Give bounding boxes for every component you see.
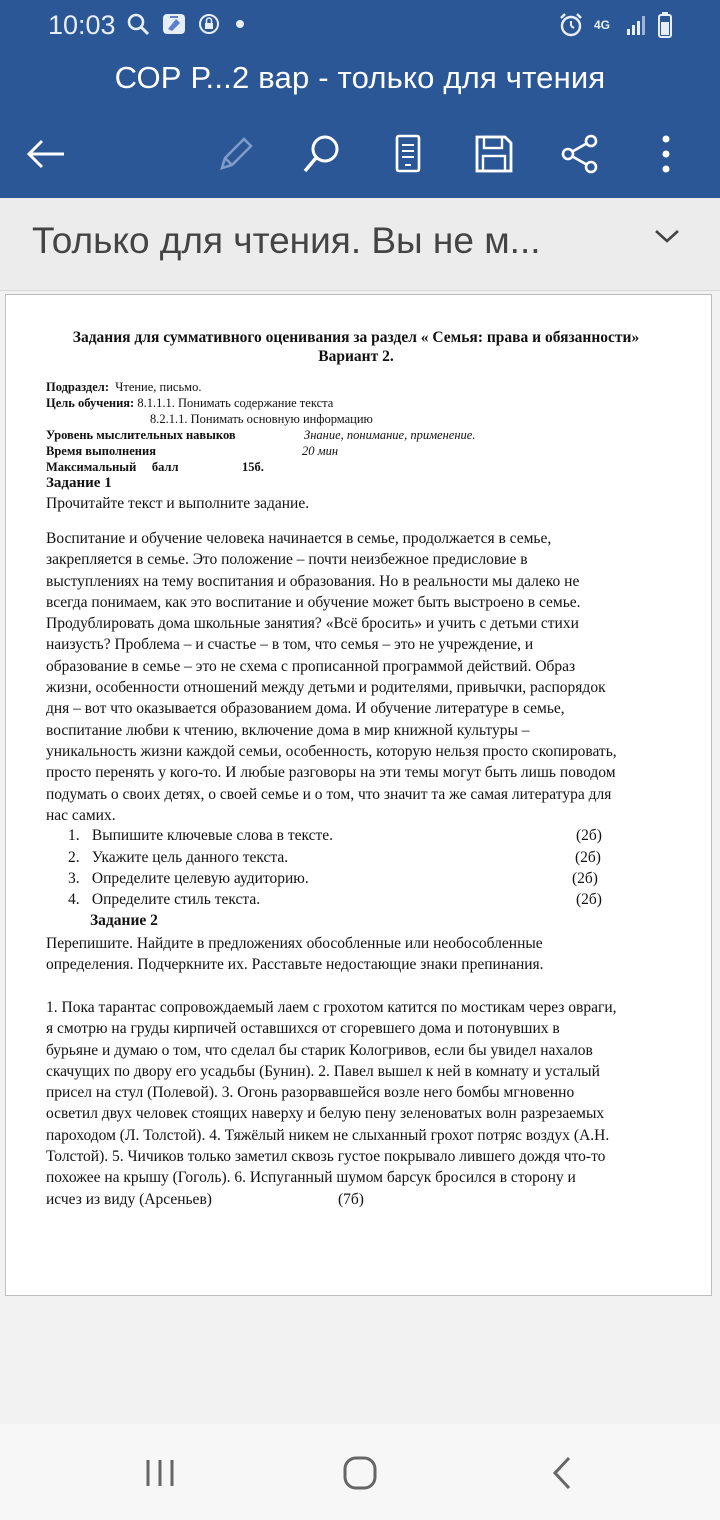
toolbar: [0, 124, 720, 184]
meta-subsection: [46, 379, 201, 395]
paragraph-1-line: Воспитание и обучение человека начинается в семье, продолжается в семье,: [46, 530, 552, 547]
paragraph-1-line: воспитание любви к чтению, включение дома в мир книжной культуры –: [46, 721, 530, 739]
chevron-left-icon: [552, 1456, 572, 1490]
question-4-score: (2б): [576, 891, 602, 908]
paragraph-2: [46, 997, 681, 1210]
question-3-score: (2б): [572, 870, 598, 887]
reading-view-button[interactable]: [378, 124, 438, 184]
save-icon: [474, 134, 514, 174]
question-text: Определите стиль текста.: [91, 891, 261, 908]
question-2: [68, 849, 288, 867]
task1-instruction: Прочитайте текст и выполните задание.: [46, 495, 310, 512]
status-bar: [0, 0, 720, 56]
paragraph-1-line: закрепляется в семье. Это положение – почти неизбежное предисловие в: [46, 551, 528, 569]
paragraph-1-line: Продублировать дома школьные занятия? «Всё бросить» и учить с детьми стихи: [46, 615, 579, 633]
status-left-icons: [126, 12, 248, 36]
system-back-button[interactable]: [532, 1448, 592, 1498]
meta-level-value-wrap: [304, 427, 475, 443]
read-only-banner[interactable]: [0, 198, 720, 291]
paragraph-1-line: подумать о своих детях, о своей семье и о том, что значит та же самая литература для: [46, 785, 612, 803]
paragraph-1-line: уникальность жизни каждой семьи, особенность, которую нельзя просто скопировать,: [46, 742, 617, 760]
meta-time-value: 20 мин: [302, 444, 339, 458]
question-number: 4.: [68, 891, 80, 908]
meta-level-value: Знание, понимание, применение.: [304, 428, 476, 442]
meta-max: [46, 459, 179, 475]
network-type-label: 4G: [594, 18, 611, 32]
question-text: Определите целевую аудиторию.: [91, 870, 309, 887]
question-text: Выпишите ключевые слова в тексте.: [91, 827, 334, 844]
paragraph-2-last-text: исчез из виду (Арсеньев): [46, 1190, 212, 1208]
more-options-button[interactable]: [636, 124, 696, 184]
question-number: 1.: [68, 827, 80, 844]
paragraph-2-last-line: [46, 1189, 681, 1210]
meta-goal-line2: [150, 411, 373, 427]
paragraph-2-line: скачущих по двору его усадьбы (Бунин). 2. Павел вышел к ней в комнату и усталый: [46, 1062, 600, 1080]
chevron-down-icon: [654, 228, 680, 244]
paragraph-2-line: осветил двух человек стоящих наверху и белую пену зеленоватых волн разрезаемых: [46, 1105, 605, 1123]
question-2-score: (2б): [575, 849, 601, 866]
meta-max-value: 15б.: [242, 460, 264, 474]
recent-apps-button[interactable]: [130, 1448, 190, 1498]
recent-apps-icon: [144, 1458, 176, 1488]
status-time: 10:03: [48, 10, 116, 40]
doc-heading-line2: Вариант 2.: [318, 348, 394, 365]
question-number: 3.: [68, 870, 80, 887]
paragraph-2-line: Толстой). 5. Чичиков только заметил сквозь густое покрывало лившего дождя что-то: [46, 1148, 606, 1166]
doc-heading-line1: Задания для суммативного оценивания за раздел « Семья: права и обязанности»: [72, 329, 640, 346]
home-icon: [342, 1455, 378, 1491]
task2-instruction-line: определения. Подчеркните их. Расставьте недостающие знаки препинания.: [46, 956, 544, 974]
paragraph-1-line: просто перенять у кого-то. И любые разговоры на эти темы могут быть лишь поводом: [46, 764, 616, 782]
signal-icon: [626, 14, 648, 36]
paragraph-1-line: всегда понимаем, как это воспитание и обучение может быть выстроено в семье.: [46, 593, 581, 611]
meta-level: [46, 427, 236, 443]
doc-heading: [6, 328, 706, 366]
paragraph-2-line: присел на стул (Полевой). 3. Огонь разорвавшейся возле него бомбы мгновенно: [46, 1084, 575, 1102]
paragraph-1-line: выступлениях на тему воспитания и образования. Но в реальности мы далеко не: [46, 572, 580, 590]
edit-button[interactable]: [206, 124, 266, 184]
find-button[interactable]: [292, 124, 352, 184]
question-number: 2.: [68, 849, 80, 866]
question-3: [68, 870, 309, 888]
paragraph-2-line: пароходом (Л. Толстой). 4. Тяжёлый никем не слыханный грохот потряс воздух (А.Н.: [46, 1126, 610, 1144]
meta-time-label: Время выполнения: [46, 444, 156, 458]
expand-banner-button[interactable]: [654, 228, 680, 249]
home-button[interactable]: [330, 1448, 390, 1498]
search-icon: [126, 12, 150, 36]
paragraph-2-line: 1. Пока тарантас сопровождаемый лаем с грохотом катится по мостикам через овраги,: [46, 999, 617, 1016]
share-icon: [560, 134, 600, 174]
paragraph-1-line: наизусть? Проблема – и счастье – в том, что семья – это не учреждение, и: [46, 636, 534, 654]
paragraph-1-line: дня – вот что оказывается образованием дома. И обучение литературе в семье,: [46, 700, 565, 718]
question-1: [68, 827, 333, 845]
meta-goal-value2: 8.2.1.1. Понимать основную информацию: [150, 412, 373, 426]
meta-max-value-wrap: [242, 459, 264, 475]
app-header: [0, 0, 720, 198]
document-title: СОР Р...2 вар - только для чтения: [114, 60, 606, 95]
meta-max-label: Максимальный балл: [46, 460, 179, 474]
status-right-icons: [558, 12, 672, 38]
lock-icon: [198, 12, 220, 36]
save-button[interactable]: [464, 124, 524, 184]
paragraph-1: [46, 528, 671, 826]
battery-icon: [658, 12, 672, 38]
paragraph-2-score: (7б): [338, 1190, 364, 1208]
document-page[interactable]: [5, 294, 712, 1296]
question-4: [68, 891, 260, 909]
meta-time-value-wrap: [302, 443, 338, 459]
meta-level-label: Уровень мыслительных навыков: [46, 428, 236, 442]
paragraph-1-line: образование в семье – это не схема с прописанной программой действий. Образ: [46, 657, 576, 675]
mobile-view-icon: [393, 134, 423, 174]
task2-instruction: [46, 933, 671, 976]
more-vertical-icon: [660, 134, 672, 174]
paragraph-2-line: бурьяне и думаю о том, что сделал бы старик Кологривов, если бы увидел нахалов: [46, 1041, 593, 1059]
meta-goal-label: Цель обучения:: [46, 396, 135, 410]
notification-dot-icon: [232, 16, 248, 32]
arrow-left-icon: [26, 139, 66, 169]
question-text: Укажите цель данного текста.: [91, 849, 289, 866]
meta-subsection-value: Чтение, письмо.: [115, 380, 202, 394]
paragraph-2-line: похожее на крышу (Гоголь). 6. Испуганный шумом барсук бросился в сторону и: [46, 1169, 576, 1187]
paragraph-1-line: нас самих.: [46, 806, 116, 824]
meta-subsection-label: Подраздел:: [46, 380, 109, 394]
question-1-score: (2б): [576, 827, 602, 844]
back-button[interactable]: [16, 124, 76, 184]
banner-text: Только для чтения. Вы не м...: [32, 220, 541, 261]
meta-goal: [46, 395, 333, 411]
alarm-icon: [558, 12, 584, 38]
share-button[interactable]: [550, 124, 610, 184]
paragraph-1-line: жизни, особенности отношений между детьми и родителями, привычки, распорядок: [46, 679, 606, 697]
cleaner-app-icon: [162, 12, 186, 36]
meta-time: [46, 443, 156, 459]
pencil-icon: [216, 134, 256, 174]
meta-goal-value1: 8.1.1.1. Понимать содержание текста: [137, 396, 334, 410]
task2-title: Задание 2: [90, 912, 158, 929]
system-navigation-bar: [0, 1424, 720, 1520]
paragraph-2-line: я смотрю на груды кирпичей оставшихся от сгоревшего дома и потонувших в: [46, 1020, 560, 1038]
task2-instruction-line: Перепишите. Найдите в предложениях обособленные или необособленные: [46, 935, 543, 952]
search-icon: [302, 134, 342, 174]
task1-title: Задание 1: [46, 475, 112, 491]
